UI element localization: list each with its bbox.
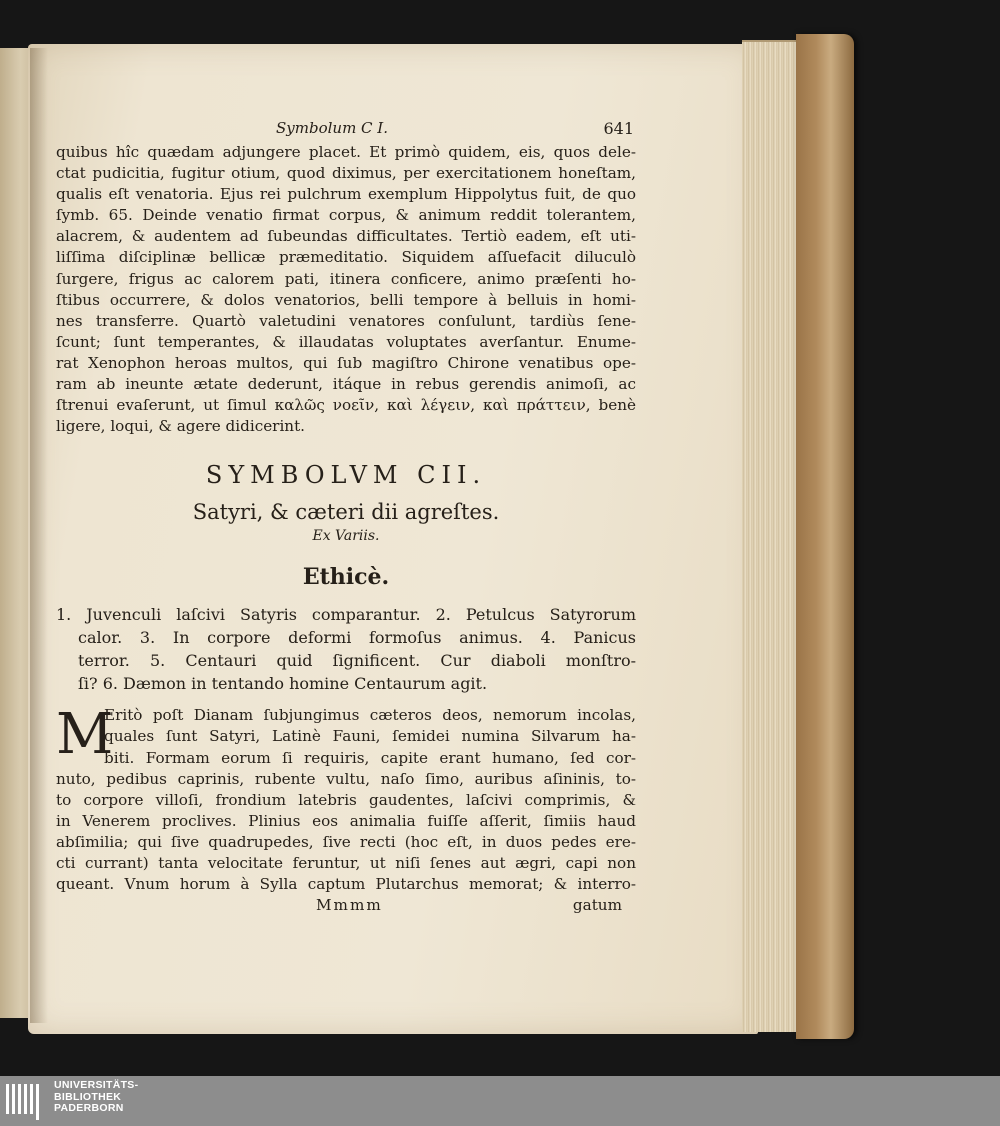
drop-cap-lines: [56, 702, 636, 768]
page-footer: [56, 895, 636, 916]
page-number: 641: [603, 119, 634, 138]
summary-list: [56, 603, 636, 695]
running-head-title: Symbolum C I.: [276, 119, 388, 137]
text-line: ſymb. 65. Deinde venatio firmat corpus, & animum reddit tolerantem,: [56, 206, 636, 225]
symbol-subtitle: Satyri, & cæteri dii agreſtes.: [192, 500, 500, 525]
library-footer-strip: [0, 1076, 1000, 1126]
text-line: alacrem, & audentem ad ſubeundas difficultates. Tertiò eadem, eſt uti-: [56, 227, 636, 246]
library-logo-text: [54, 1080, 138, 1115]
text-line: cti currant) tanta velocitate feruntur, ut niſi ſenes aut ægri, capi non: [56, 853, 636, 872]
text-line: ſtibus occurrere, & dolos venatorios, belli tempore à belluis in homi-: [56, 290, 636, 309]
book-cover-edge: [796, 34, 854, 1039]
signature-mark: Mmmm: [316, 896, 383, 915]
text-line: to corpore villoſi, frondium latebris gaudentes, laſcivi comprimis, &: [56, 790, 636, 809]
text-line: ctat pudicitia, fugitur otium, quod diximus, per exercitationem honeſtam,: [56, 164, 636, 183]
source-note: Ex Variis.: [312, 528, 380, 545]
logo-line: BIBLIOTHEK: [54, 1090, 122, 1103]
summary-line: calor. 3. In corpore deformi formoſus animus. 4. Panicus: [78, 628, 636, 648]
text-line: ligere, loqui, & agere didicerint.: [56, 417, 306, 436]
body-paragraph: [56, 702, 636, 895]
spine-shadow: [30, 48, 48, 1023]
page-edges: [742, 40, 798, 1032]
summary-line: terror. 5. Centauri quid ſignificent. Cur diaboli monſtro-: [78, 651, 636, 671]
text-line: qualis eſt venatoria. Ejus rei pulchrum exemplum Hippolytus fuit, de quo: [56, 185, 636, 204]
text-line: nes transferre. Quartò valetudini venatores conſulunt, tardiùs ſene-: [56, 311, 636, 330]
text-line: abſimilia; qui ſive quadrupedes, ſive recti (hoc eſt, in duos pedes ere-: [56, 832, 636, 851]
summary-line: ſi? 6. Dæmon in tentando homine Centaurum agit.: [78, 674, 488, 694]
text-line: ſurgere, frigus ac calorem pati, itinera conficere, animo præſenti ho-: [56, 269, 636, 288]
logo-line: UNIVERSITÄTS-: [54, 1079, 139, 1091]
text-line: ram ab ineunte ætate dederunt, itáque in rebus gerendis animoſi, ac: [56, 375, 636, 394]
text-line: nuto, pedibus caprinis, rubente vultu, naſo ſimo, auribus aſininis, to-: [56, 769, 636, 788]
text-line: ſtrenui evaſerunt, ut ſimul καλῶς νοεῖν, καὶ λέγειν, καὶ πράττειν, benè: [56, 396, 636, 415]
section-heading-ethice: Ethicè.: [302, 564, 390, 591]
text-line: biti. Formam eorum ſi requiris, capite erant humano, ſed cor-: [104, 748, 636, 767]
catchword: gatum: [572, 896, 622, 915]
running-head: [56, 118, 636, 142]
text-line: rat Xenophon heroas multos, qui ſub magiſtro Chirone venatibus ope-: [56, 353, 636, 372]
library-logo-icon: [4, 1080, 46, 1122]
text-line: quales ſunt Satyri, Latinè Fauni, ſemidei numina Silvarum ha-: [104, 727, 636, 746]
text-line: ſcunt; ſunt temperantes, & illaudatas voluptates averſantur. Enume-: [56, 332, 636, 351]
text-line: in Venerem proclives. Plinius eos animalia fuiſſe aſſerit, ſimiis haud: [56, 811, 636, 830]
text-line: quibus hîc quædam adjungere placet. Et primò quidem, eis, quos dele-: [56, 143, 636, 161]
symbol-heading: SYMBOLVM CII.: [205, 461, 487, 490]
text-line: liſſima diſciplinæ bellicæ præmeditatio. Siquidem aſſuefacit diluculò: [56, 248, 636, 267]
text-line: Eritò poſt Dianam ſubjungimus cæteros deos, nemorum incolas,: [104, 706, 636, 725]
text-line: queant. Vnum horum à Sylla captum Plutarchus memorat; & interro-: [56, 875, 636, 894]
summary-line: 1. Juvenculi laſcivi Satyris comparantur. 2. Petulcus Satyrorum: [56, 605, 636, 625]
logo-line: PADERBORN: [54, 1102, 124, 1114]
intro-paragraph: [56, 142, 636, 437]
drop-cap: M: [56, 702, 114, 768]
page-text: [56, 118, 636, 916]
